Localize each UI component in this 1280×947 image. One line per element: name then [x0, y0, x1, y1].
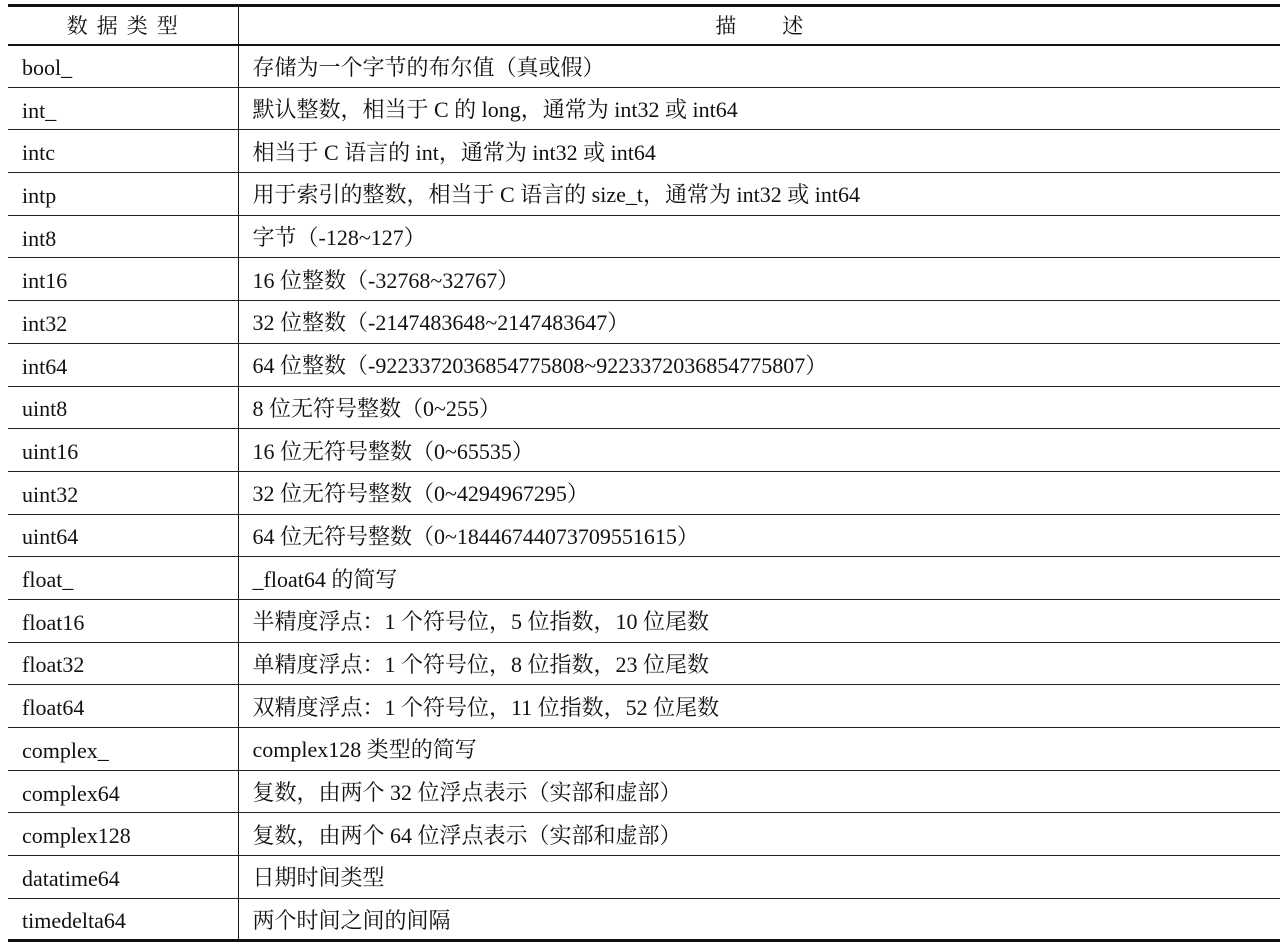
table-row [8, 386, 1280, 429]
description-cell: 相当于 C 语言的 int，通常为 int32 或 int64 [238, 130, 1280, 173]
description-cell: 64 位整数（-9223372036854775808~9223372036854775807） [238, 343, 1280, 386]
description-cell: 单精度浮点：1 个符号位，8 位指数，23 位尾数 [238, 642, 1280, 685]
data-type-cell: int8 [8, 215, 238, 258]
table-body [8, 45, 1280, 941]
description-cell: 复数，由两个 64 位浮点表示（实部和虚部） [238, 813, 1280, 856]
description-cell: 32 位无符号整数（0~4294967295） [238, 471, 1280, 514]
data-type-cell: uint8 [8, 386, 238, 429]
description-cell: 16 位整数（-32768~32767） [238, 258, 1280, 301]
description-cell: 双精度浮点：1 个符号位，11 位指数，52 位尾数 [238, 685, 1280, 728]
description-cell: 复数，由两个 32 位浮点表示（实部和虚部） [238, 770, 1280, 813]
table-row [8, 301, 1280, 344]
description-cell: 8 位无符号整数（0~255） [238, 386, 1280, 429]
description-cell: 默认整数，相当于 C 的 long，通常为 int32 或 int64 [238, 87, 1280, 130]
table-row [8, 343, 1280, 386]
description-cell: 两个时间之间的间隔 [238, 898, 1280, 941]
header-data-type: 数据类型 [8, 6, 238, 45]
table-row [8, 215, 1280, 258]
data-type-cell: float_ [8, 557, 238, 600]
table-row [8, 429, 1280, 472]
data-type-cell: float64 [8, 685, 238, 728]
data-type-cell: uint32 [8, 471, 238, 514]
data-type-cell: timedelta64 [8, 898, 238, 941]
table-header [8, 6, 1280, 45]
data-type-table-container [8, 4, 1280, 942]
description-cell: 32 位整数（-2147483648~2147483647） [238, 301, 1280, 344]
data-type-cell: complex64 [8, 770, 238, 813]
table-row [8, 258, 1280, 301]
header-row [8, 6, 1280, 45]
data-type-cell: int32 [8, 301, 238, 344]
description-cell: 日期时间类型 [238, 856, 1280, 899]
data-type-cell: int16 [8, 258, 238, 301]
description-cell: _float64 的简写 [238, 557, 1280, 600]
table-row [8, 173, 1280, 216]
table-row [8, 514, 1280, 557]
table-row [8, 642, 1280, 685]
description-cell: 存储为一个字节的布尔值（真或假） [238, 45, 1280, 88]
table-row [8, 770, 1280, 813]
data-type-cell: float16 [8, 599, 238, 642]
description-cell: 64 位无符号整数（0~18446744073709551615） [238, 514, 1280, 557]
table-row [8, 728, 1280, 771]
description-cell: complex128 类型的简写 [238, 728, 1280, 771]
description-cell: 字节（-128~127） [238, 215, 1280, 258]
data-type-cell: datatime64 [8, 856, 238, 899]
data-type-cell: uint16 [8, 429, 238, 472]
data-type-cell: float32 [8, 642, 238, 685]
data-type-cell: int64 [8, 343, 238, 386]
data-type-cell: complex128 [8, 813, 238, 856]
data-type-cell: bool_ [8, 45, 238, 88]
description-cell: 16 位无符号整数（0~65535） [238, 429, 1280, 472]
table-row [8, 557, 1280, 600]
table-row [8, 898, 1280, 941]
table-row [8, 599, 1280, 642]
table-row [8, 130, 1280, 173]
description-cell: 用于索引的整数，相当于 C 语言的 size_t，通常为 int32 或 int64 [238, 173, 1280, 216]
table-row [8, 856, 1280, 899]
data-type-cell: int_ [8, 87, 238, 130]
description-cell: 半精度浮点：1 个符号位，5 位指数，10 位尾数 [238, 599, 1280, 642]
header-description: 描述 [238, 6, 1280, 45]
table-row [8, 813, 1280, 856]
numpy-data-type-table [8, 4, 1280, 942]
data-type-cell: uint64 [8, 514, 238, 557]
table-row [8, 471, 1280, 514]
data-type-cell: complex_ [8, 728, 238, 771]
table-row [8, 87, 1280, 130]
table-row [8, 45, 1280, 88]
data-type-cell: intc [8, 130, 238, 173]
data-type-cell: intp [8, 173, 238, 216]
table-row [8, 685, 1280, 728]
